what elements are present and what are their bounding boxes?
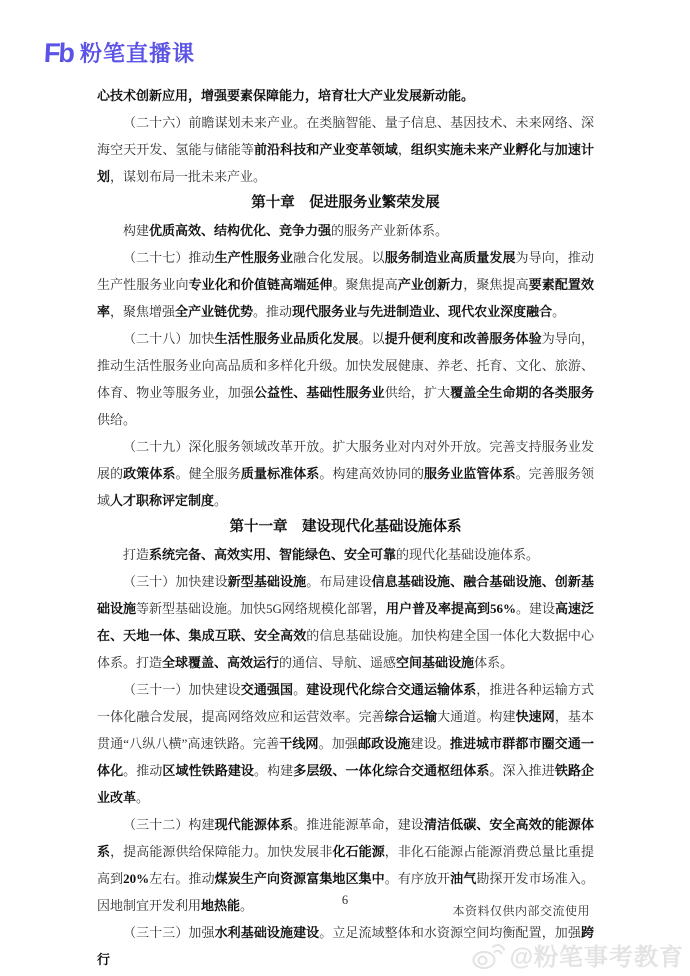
page-number: 6 <box>341 893 349 907</box>
internal-use-notice: 本资料仅供内部交流使用 <box>452 904 590 918</box>
paragraph: 心技术创新应用，增强要素保障能力，培育壮大产业发展新动能。 <box>97 88 475 103</box>
paragraph: （三十）加快建设新型基础设施。布局建设信息基础设施、融合基础设施、创新基础设施等新型基础设施。加快5G网络规模化部署，用户普及率提高到56%。建设高速泛在、天地一体、集成互联、安全高效的信息基础设施。加快构建全国一体化大数据中心体系。打造全球覆盖、高效运行的通信、导航、遥感空间基础设施体系。 <box>97 574 594 670</box>
fenbi-logo-icon: Fb <box>43 38 74 68</box>
paragraph: （三十一）加快建设交通强国。建设现代化综合交通运输体系，推进各种运输方式一体化融合发展，提高网络效应和运营效率。完善综合运输大通道。构建快速网，基本贯通“八纵八横”高速铁路。完善干线网。加强邮政设施建设。推进城市群都市圈交通一体化。推动区域性铁路建设。构建多层级、一体化综合交通枢纽体系。深入推进铁路企业改革。 <box>97 682 594 805</box>
paragraph: （二十九）深化服务领域改革开放。扩大服务业对内对外开放。完善支持服务业发展的政策体系。健全服务质量标准体系。构建高效协同的服务业监管体系。完善服务领域人才职称评定制度。 <box>97 439 594 508</box>
document-body <box>97 82 594 973</box>
chapter-heading: 第十一章 建设现代化基础设施体系 <box>229 519 462 535</box>
paragraph: （二十六）前瞻谋划未来产业。在类脑智能、量子信息、基因技术、未来网络、深海空天开发、氢能与储能等前沿科技和产业变革领域，组织实施未来产业孵化与加速计划，谋划布局一批未来产业。 <box>97 115 594 184</box>
paragraph: （二十七）推动生产性服务业融合化发展。以服务制造业高质量发展为导向，推动生产性服务业向专业化和价值链高端延伸。聚焦提高产业创新力，聚焦提高要素配置效率，聚焦增强全产业链优势。推动现代服务业与先进制造业、现代农业深度融合。 <box>97 250 594 319</box>
weibo-watermark <box>470 937 684 972</box>
paragraph: （二十八）加快生活性服务业品质化发展。以提升便利度和改善服务体验为导向，推动生活性服务业向高品质和多样化升级。加快发展健康、养老、托育、文化、旅游、体育、物业等服务业，加强公益性、基础性服务业供给，扩大覆盖全生命期的各类服务供给。 <box>97 331 594 427</box>
weibo-icon <box>470 939 506 971</box>
chapter-heading: 第十章 促进服务业繁荣发展 <box>251 195 440 211</box>
paragraph: （三十三）加强水利基础设施建设。立足流域整体和水资源空间均衡配置，加强跨行 <box>97 925 594 967</box>
paragraph: 构建优质高效、结构优化、竞争力强的服务产业新体系。 <box>123 223 449 238</box>
brand-name: 粉笔直播课 <box>80 41 196 66</box>
brand-logo <box>44 40 195 67</box>
paragraph: 打造系统完备、高效实用、智能绿色、安全可靠的现代化基础设施体系。 <box>123 547 540 562</box>
paragraph: （三十二）构建现代能源体系。推进能源革命，建设清洁低碳、安全高效的能源体系，提高能源供给保障能力。加快发展非化石能源，非化石能源占能源消费总量比重提高到20%左右。推动煤炭生产向资源富集地区集中。有序放开油气勘探开发市场准入。因地制宜开发利用地热能。 <box>97 817 594 913</box>
weibo-handle: @粉笔事考教育 <box>509 944 684 971</box>
